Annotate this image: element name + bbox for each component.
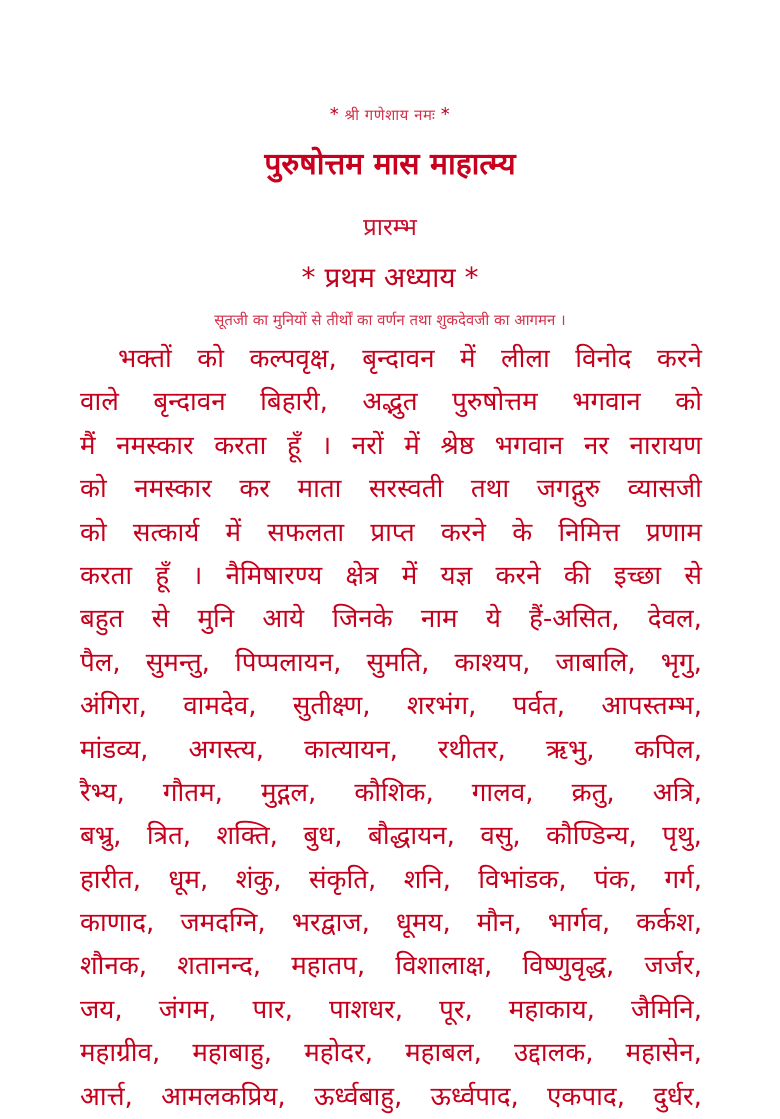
word: काणाद,: [80, 908, 155, 939]
word: वामदेव,: [183, 691, 257, 722]
word: श्रेष्ठ: [440, 430, 475, 461]
word: कल्पवृक्ष,: [249, 344, 337, 374]
word: कौण्डिन्य,: [546, 821, 637, 852]
chapter-summary: सूतजी का मुनियों से तीर्थों का वर्णन तथा शुकदेवजी का आगमन ।: [214, 311, 566, 329]
invocation-line: [0, 104, 780, 125]
word: नारायण: [629, 430, 702, 461]
word: धूमय,: [395, 908, 451, 939]
word: करता: [214, 430, 267, 461]
word: पिप्पलायन,: [235, 647, 342, 678]
word: शरभंग,: [406, 691, 477, 722]
text-line: [80, 468, 702, 511]
text-line: [80, 945, 702, 988]
word: देवल,: [647, 604, 702, 635]
word: जाबालि,: [555, 647, 636, 678]
word: कपिल,: [634, 734, 702, 765]
word: नमस्कार: [134, 474, 212, 505]
word: से: [151, 604, 170, 635]
word: में: [460, 344, 476, 374]
word: तथा: [470, 474, 510, 505]
word: जंगम,: [158, 994, 217, 1025]
word: महासेन,: [625, 1038, 702, 1069]
word: मौन,: [476, 908, 522, 939]
word: करने: [495, 560, 541, 591]
word: व्यासजी: [627, 474, 702, 505]
text-line: [80, 381, 702, 424]
word: महोदर,: [304, 1038, 373, 1069]
word: मैं: [80, 430, 96, 461]
word: नमस्कार: [116, 430, 194, 461]
word: त्रित,: [146, 821, 192, 852]
word: भृगु,: [660, 647, 702, 678]
word: महाग्रीव,: [80, 1038, 161, 1069]
word: अंगिरा,: [80, 691, 147, 722]
text-line: [80, 642, 702, 685]
word: माता: [297, 474, 342, 505]
word: वसु,: [480, 821, 521, 852]
word: इच्छा: [613, 560, 662, 591]
text-line: [80, 1032, 702, 1075]
word: ऊर्ध्वबाहु,: [313, 1081, 403, 1112]
word: हूँ: [286, 430, 301, 461]
word: कात्यायन,: [304, 734, 398, 765]
word: अगस्त्य,: [188, 734, 265, 765]
word: रथीतर,: [438, 734, 506, 765]
star-ornament-left: *: [329, 104, 340, 125]
word: जैमिनि,: [630, 994, 702, 1025]
invocation-text: श्री गणेशाय नमः: [344, 106, 436, 124]
text-line: [80, 772, 702, 815]
word: शक्ति,: [216, 821, 278, 852]
word: हैं-असित,: [529, 604, 620, 635]
text-line: [80, 1076, 702, 1119]
word: नैमिषारण्य: [225, 560, 323, 591]
word: आये: [262, 604, 305, 635]
text-line: [80, 598, 702, 641]
word: भगवान: [572, 387, 641, 418]
word: पर्वत,: [512, 691, 566, 722]
word: अत्रि,: [652, 777, 702, 808]
word: महातप,: [291, 951, 366, 982]
word: आमलकप्रिय,: [161, 1081, 286, 1112]
chapter-title: प्रथम अध्याय: [324, 261, 456, 294]
text-line: [80, 989, 702, 1032]
text-line: [80, 859, 702, 902]
word: करने: [656, 344, 702, 374]
word: बिहारी,: [260, 387, 328, 418]
word: पैल,: [80, 647, 121, 678]
word: जय,: [80, 994, 123, 1025]
word: ।: [192, 560, 203, 591]
word: पाशधर,: [328, 994, 404, 1025]
word: पार,: [252, 994, 293, 1025]
word: गर्ग,: [664, 864, 702, 895]
word: आर्त्त,: [80, 1081, 133, 1112]
word: क्षेत्र: [345, 560, 379, 591]
word: नरों: [351, 430, 384, 461]
word: शंकु,: [235, 864, 282, 895]
word: कर्कश,: [636, 908, 702, 939]
word: विभांडक,: [478, 864, 567, 895]
word: गौतम,: [162, 777, 223, 808]
word: जिनके: [332, 604, 393, 635]
word: को: [80, 474, 107, 505]
word: मांडव्य,: [80, 734, 149, 765]
word: को: [197, 344, 224, 374]
word: नर: [583, 430, 609, 461]
word: सुमन्तु,: [145, 647, 210, 678]
word: सत्कार्य: [132, 517, 200, 548]
word: ऋभु,: [545, 734, 595, 765]
word: में: [404, 430, 420, 461]
word: की: [563, 560, 591, 591]
word: करता: [80, 560, 133, 591]
word: पुरुषोत्तम: [452, 387, 538, 418]
word: रैभ्य,: [80, 777, 125, 808]
word: भार्गव,: [547, 908, 611, 939]
word: मुनि: [197, 604, 235, 635]
word: यज्ञ: [440, 560, 473, 591]
word: को: [80, 517, 107, 548]
page-subtitle: प्रारम्भ: [363, 213, 417, 241]
text-line: [80, 685, 702, 728]
word: ये: [485, 604, 501, 635]
word: प्रणाम: [646, 517, 702, 548]
word: बुध,: [303, 821, 343, 852]
word: में: [401, 560, 418, 591]
word: बभ्रु,: [80, 821, 122, 852]
word: गालव,: [471, 777, 534, 808]
word: ऊर्ध्वपाद,: [430, 1081, 519, 1112]
word: से: [684, 560, 702, 591]
word: संकृति,: [308, 864, 377, 895]
body-paragraph: [80, 338, 702, 1119]
word: जगद्गुरु: [536, 474, 601, 505]
word: भरद्वाज,: [291, 908, 370, 939]
word: उद्दालक,: [514, 1038, 594, 1069]
word: दुर्धर,: [653, 1081, 702, 1112]
word: भक्तों: [118, 344, 172, 374]
word: आपस्तम्भ,: [601, 691, 702, 722]
word: बहुत: [80, 604, 124, 635]
word: एकपाद,: [547, 1081, 625, 1112]
word: नाम: [420, 604, 458, 635]
word: सरस्वती: [368, 474, 444, 505]
text-line: [80, 902, 702, 945]
word: पूर,: [439, 994, 473, 1025]
word: विष्णुवृद्ध,: [522, 951, 615, 982]
word: को: [675, 387, 702, 418]
word: बृन्दावन: [153, 387, 226, 418]
word: सुतीक्ष्ण,: [292, 691, 371, 722]
chapter-heading: [0, 258, 780, 296]
text-line: [80, 338, 702, 381]
text-line: [80, 729, 702, 772]
word: के: [512, 517, 533, 548]
word: ।: [321, 430, 332, 461]
word: शनि,: [403, 864, 451, 895]
word: हारीत,: [80, 864, 141, 895]
word: प्राप्त: [370, 517, 415, 548]
word: करने: [440, 517, 486, 548]
word: अद्भुत: [362, 387, 418, 418]
text-line: [80, 425, 702, 468]
word: जमदग्नि,: [180, 908, 266, 939]
word: वाले: [80, 387, 119, 418]
word: मुद्गल,: [260, 777, 317, 808]
word: जर्जर,: [644, 951, 702, 982]
word: पंक,: [594, 864, 638, 895]
word: विनोद: [575, 344, 632, 374]
word: हूँ: [155, 560, 170, 591]
word: सफलता: [267, 517, 345, 548]
word: लीला: [501, 344, 550, 374]
word: विशालाक्ष,: [395, 951, 493, 982]
word: क्रतु,: [571, 777, 615, 808]
text-line: [80, 555, 702, 598]
word: महाकाय,: [508, 994, 595, 1025]
text-line: [80, 512, 702, 555]
word: बौद्धायन,: [367, 821, 455, 852]
word: महाबल,: [405, 1038, 482, 1069]
word: में: [225, 517, 242, 548]
word: निमित्त: [558, 517, 620, 548]
word: सुमति,: [366, 647, 430, 678]
word: शौनक,: [80, 951, 148, 982]
word: कर: [239, 474, 270, 505]
page-title: पुरुषोत्तम मास माहात्म्य: [264, 147, 516, 182]
word: पृथु,: [662, 821, 702, 852]
word: काश्यप,: [454, 647, 531, 678]
word: भगवान: [494, 430, 564, 461]
word: महाबाहु,: [192, 1038, 273, 1069]
word: बृन्दावन: [362, 344, 435, 374]
word: कौशिक,: [354, 777, 434, 808]
star-ornament-right: *: [440, 104, 451, 125]
word: धूम,: [168, 864, 209, 895]
word: शतानन्द,: [177, 951, 262, 982]
star-ornament-right: *: [464, 261, 479, 294]
text-line: [80, 815, 702, 858]
star-ornament-left: *: [301, 261, 316, 294]
